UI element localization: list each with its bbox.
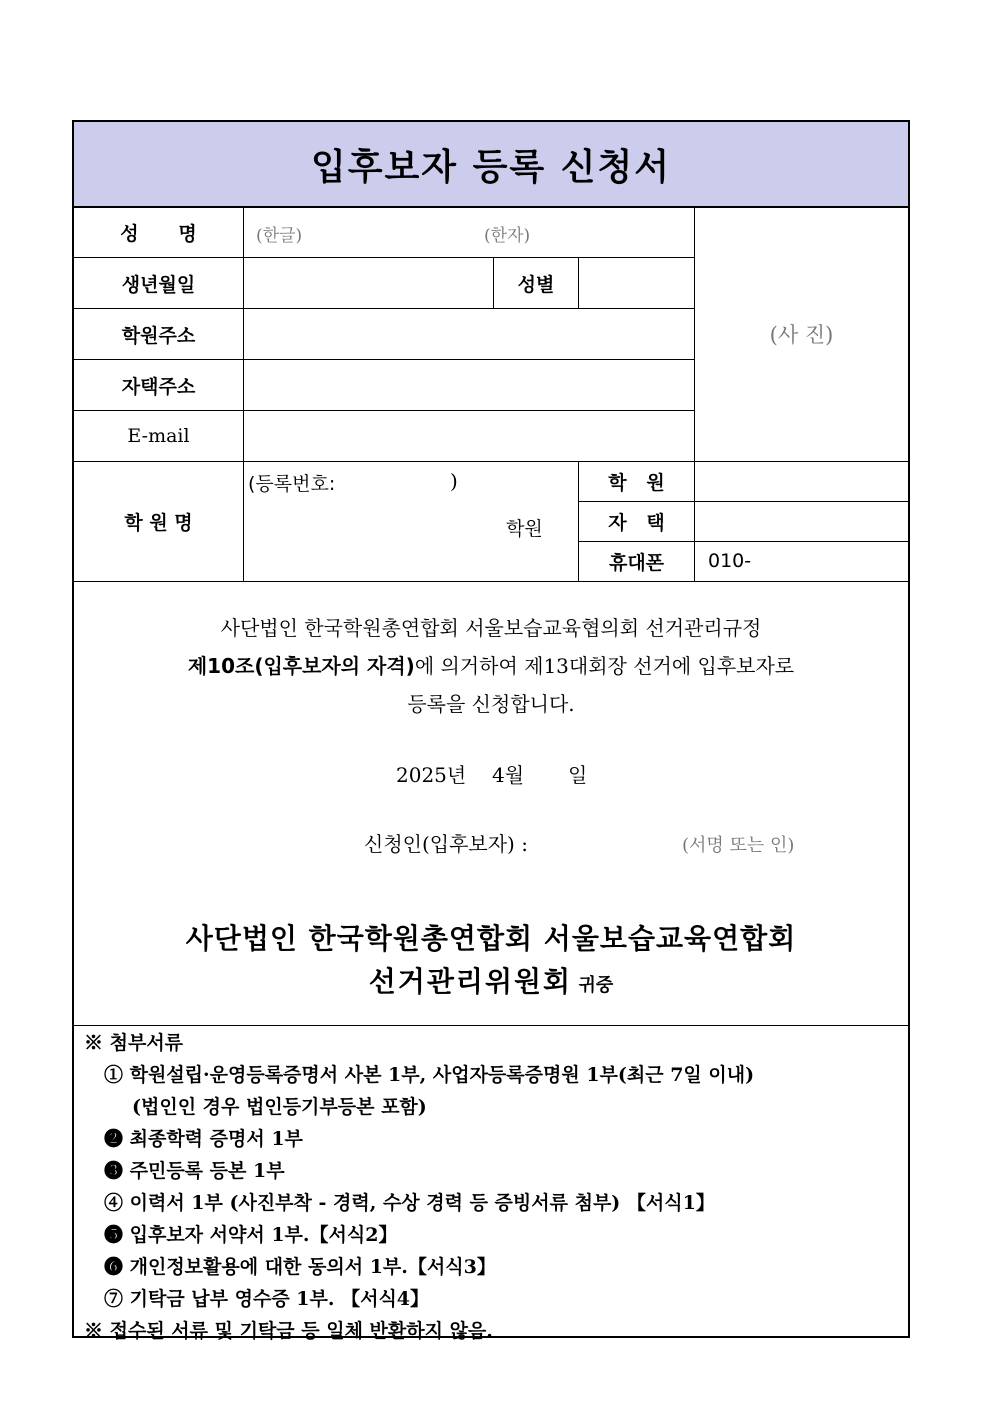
row-divider — [74, 581, 908, 582]
academy-address-field[interactable] — [244, 309, 694, 359]
attachments-note: ※ 접수된 서류 및 기탁금 등 일체 반환하지 않음. — [84, 1320, 493, 1342]
date-day: 일 — [568, 763, 588, 787]
attachments-heading: ※ 첨부서류 — [84, 1032, 184, 1054]
registration-number-label: (등록번호: — [248, 473, 336, 495]
attachment-item-1: ① 학원설립·운영등록증명서 사본 1부, 사업자등록증명원 1부(최근 7일 이내) — [104, 1064, 755, 1086]
page-title: 입후보자 등록 신청서 — [310, 146, 672, 188]
phone-academy-label: 학 원 — [608, 472, 665, 494]
name-label: 성 명 — [120, 222, 197, 245]
phone-home-field[interactable] — [695, 502, 908, 541]
statement-line-3: 등록을 신청합니다. — [407, 692, 575, 716]
application-form — [72, 120, 910, 1342]
home-address-label: 자택주소 — [121, 375, 196, 398]
academy-address-label: 학원주소 — [121, 324, 196, 347]
statement-line-1: 사단법인 한국학원총연합회 서울보습교육협의회 선거관리규정 — [220, 616, 762, 640]
statement-line-2-rest: 에 의거하여 제13대회장 선거에 입후보자로 — [414, 654, 795, 678]
row-divider — [74, 1025, 908, 1026]
signature-hint[interactable]: (서명 또는 인) — [682, 835, 795, 856]
photo-placeholder: (사 진) — [769, 323, 834, 347]
statement-article: 제10조(입후보자의 자격) — [187, 654, 415, 678]
phone-mobile-label: 휴대폰 — [608, 552, 665, 574]
statement-line-2 — [74, 650, 908, 679]
phone-home-label: 자 택 — [608, 512, 665, 534]
phone-academy-field[interactable] — [695, 462, 908, 501]
academy-suffix: 학원 — [506, 518, 543, 540]
birth-label: 생년월일 — [121, 273, 196, 296]
attachment-item-3: ➌ 주민등록 등본 1부 — [104, 1160, 285, 1182]
attachment-item-6: ➏ 개인정보활용에 대한 동의서 1부.【서식3】 — [104, 1256, 496, 1278]
home-address-field[interactable] — [244, 360, 694, 410]
registration-number-close: ) — [450, 469, 458, 493]
date-month: 4월 — [492, 763, 525, 787]
birth-field[interactable] — [244, 258, 493, 308]
recipient-line-2: 선거관리위원회 — [368, 965, 573, 998]
attachment-item-7: ⑦ 기탁금 납부 영수증 1부. 【서식4】 — [104, 1288, 430, 1310]
phone-mobile-value[interactable]: 010- — [708, 550, 752, 572]
recipient-line-1: 사단법인 한국학원총연합회 서울보습교육연합회 — [185, 922, 797, 955]
name-hangul-hint: (한글) — [256, 226, 303, 246]
recipient-line-2-wrap — [74, 960, 908, 1000]
attachment-item-1-note: (법인인 경우 법인등기부등본 포함) — [132, 1096, 427, 1118]
applicant-label: 신청인(입후보자) : — [364, 832, 528, 856]
title-band — [74, 122, 908, 208]
academy-name-label: 학 원 명 — [124, 512, 193, 534]
attachment-item-2: ➋ 최종학력 증명서 1부 — [104, 1128, 303, 1150]
attachment-item-5: ➎ 입후보자 서약서 1부.【서식2】 — [104, 1224, 398, 1246]
email-label: E-mail — [127, 425, 190, 447]
date-year: 2025년 — [396, 763, 467, 787]
name-hanja-hint: (한자) — [484, 226, 531, 246]
gender-label: 성별 — [517, 273, 555, 296]
gender-field[interactable] — [579, 258, 694, 308]
attachment-item-4: ④ 이력서 1부 (사진부착 - 경력, 수상 경력 등 증빙서류 첨부) 【서식1】 — [104, 1192, 715, 1214]
email-field[interactable] — [244, 411, 694, 461]
recipient-honorific: 귀중 — [578, 975, 614, 996]
